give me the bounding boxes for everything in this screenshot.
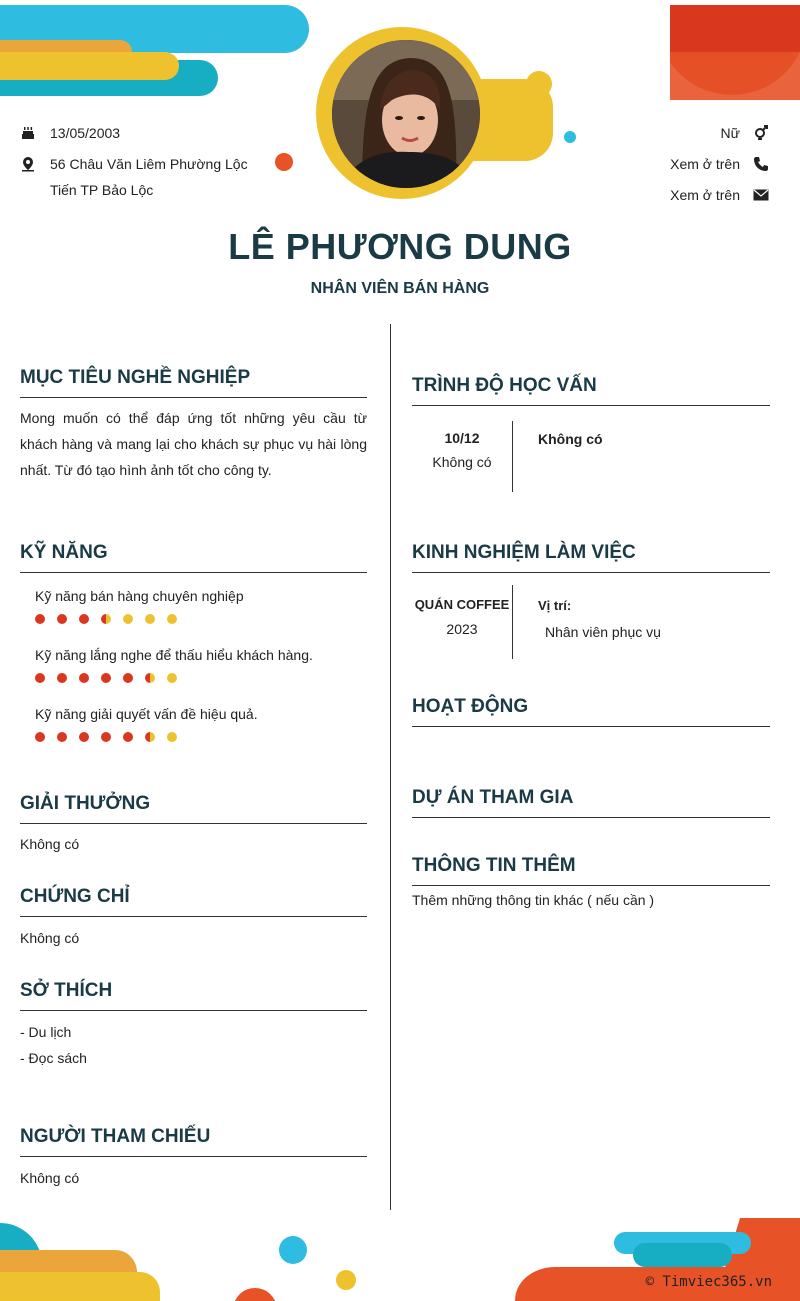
rating-dot	[57, 673, 67, 683]
experience-year: 2023	[446, 621, 478, 637]
experience-company: QUÁN COFFEE	[414, 597, 510, 612]
phone-text: Xem ở trên	[670, 156, 740, 172]
rating-dot	[79, 732, 89, 742]
rating-dot	[79, 614, 89, 624]
birthday-text: 13/05/2003	[50, 125, 121, 141]
email-text: Xem ở trên	[670, 187, 740, 203]
experience-title: KINH NGHIỆM LÀM VIỆC	[412, 542, 770, 573]
avatar	[332, 40, 480, 188]
hobbies-title: SỞ THÍCH	[20, 980, 367, 1011]
hobby-item: - Du lịch	[20, 1024, 72, 1040]
gender-row	[721, 120, 770, 146]
certificates-text: Không có	[20, 930, 80, 946]
rating-dot	[167, 673, 177, 683]
decor-bottom-left	[0, 1210, 380, 1301]
references-text: Không có	[20, 1170, 80, 1186]
hobby-item: - Đọc sách	[20, 1050, 87, 1066]
skill-name: Kỹ năng lắng nghe để thấu hiểu khách hàng.	[35, 647, 313, 663]
watermark: © Timviec365.vn	[645, 1274, 772, 1290]
cake-icon	[20, 120, 36, 146]
education-school: Không có	[432, 454, 492, 470]
address-line-1: 56 Châu Văn Liêm Phường Lộc	[50, 156, 248, 172]
references-title: NGƯỜI THAM CHIẾU	[20, 1126, 367, 1157]
skill-name: Kỹ năng bán hàng chuyên nghiệp	[35, 588, 244, 604]
skill-rating	[35, 614, 177, 624]
gender-icon	[752, 120, 770, 146]
rating-dot	[101, 614, 111, 624]
career-goal-title: MỤC TIÊU NGHỀ NGHIỆP	[20, 367, 367, 398]
phone-icon	[752, 151, 770, 177]
education-title: TRÌNH ĐỘ HỌC VẤN	[412, 375, 770, 406]
rating-dot	[35, 614, 45, 624]
skills-title: KỸ NĂNG	[20, 542, 367, 573]
rating-dot	[101, 673, 111, 683]
column-divider	[390, 324, 391, 1210]
rating-dot	[57, 732, 67, 742]
career-goal-text: Mong muốn có thể đáp ứng tốt những yêu cầu từ khách hàng và mang lại cho khách sự phục vụ hài lòng nhất. Từ đó tạo hình ảnh tốt cho công ty.	[20, 410, 367, 478]
education-divider	[512, 421, 513, 492]
rating-dot	[79, 673, 89, 683]
address-row	[20, 151, 248, 203]
candidate-name: LÊ PHƯƠNG DUNG	[228, 226, 572, 267]
rating-dot	[35, 673, 45, 683]
rating-dot	[167, 732, 177, 742]
more-info-title: THÔNG TIN THÊM	[412, 855, 770, 886]
envelope-icon	[752, 182, 770, 208]
education-period: 10/12	[444, 430, 480, 446]
skill-rating	[35, 732, 177, 742]
rating-dot	[145, 614, 155, 624]
rating-dot	[123, 732, 133, 742]
rating-dot	[57, 614, 67, 624]
activities-title: HOẠT ĐỘNG	[412, 696, 770, 727]
rating-dot	[123, 673, 133, 683]
education-detail: Không có	[538, 431, 603, 447]
rating-dot	[145, 732, 155, 742]
gender-text: Nữ	[720, 125, 740, 141]
location-pin-icon	[20, 151, 36, 177]
decor-top-right	[670, 0, 800, 100]
certificates-title: CHỨNG CHỈ	[20, 886, 367, 917]
more-info-text: Thêm những thông tin khác ( nếu cần )	[412, 892, 655, 908]
rating-dot	[167, 614, 177, 624]
awards-title: GIẢI THƯỞNG	[20, 793, 367, 824]
skill-name: Kỹ năng giải quyết vấn đề hiệu quả.	[35, 706, 258, 722]
rating-dot	[145, 673, 155, 683]
address-line-2: Tiến TP Bảo Lộc	[50, 182, 154, 198]
email-row	[670, 182, 770, 208]
projects-title: DỰ ÁN THAM GIA	[412, 787, 770, 818]
rating-dot	[35, 732, 45, 742]
skill-rating	[35, 673, 177, 683]
awards-text: Không có	[20, 836, 80, 852]
birthday-row	[20, 120, 120, 146]
rating-dot	[123, 614, 133, 624]
experience-position-label: Vị trí:	[538, 598, 572, 613]
experience-position: Nhân viên phục vụ	[545, 624, 661, 640]
phone-row	[670, 151, 770, 177]
experience-divider	[512, 585, 513, 659]
rating-dot	[101, 732, 111, 742]
job-title: NHÂN VIÊN BÁN HÀNG	[310, 280, 490, 297]
decor-top-left	[0, 0, 310, 100]
